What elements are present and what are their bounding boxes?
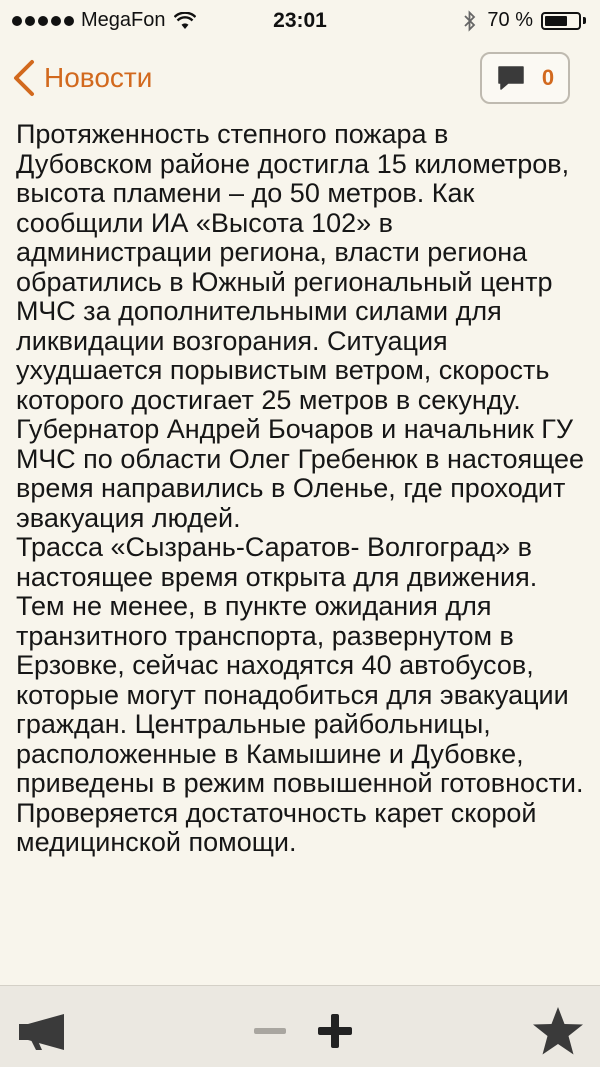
battery-fill — [545, 16, 567, 26]
comment-bubble-icon — [496, 64, 526, 92]
status-time: 23:01 — [273, 9, 327, 32]
article-paragraph: Протяженность степного пожара в Дубовском районе достигла 15 километров, высота пламени – до 50 метров. Как сообщили ИА «Высота 102» в администрации региона, власти региона обратились в Южный региональный центр МЧС за дополнительными силами для ликвидации возгорания. Ситуация ухудшается порывистым ветром, скорость которого достигает 25 метров в секунду. Губернатор Андрей Бочаров и начальник ГУ МЧС по области Олег Гребенюк в настоящее время направились в Оленье, где проходит эвакуация людей. — [16, 120, 585, 533]
status-bar — [0, 0, 600, 40]
chevron-left-icon — [10, 58, 38, 98]
nav-bar — [0, 40, 600, 120]
plus-icon[interactable] — [318, 1014, 352, 1048]
article-body — [16, 120, 592, 980]
bluetooth-icon — [463, 10, 477, 32]
battery-icon — [541, 12, 581, 30]
star-icon[interactable] — [532, 1006, 584, 1056]
status-right — [463, 9, 586, 32]
carrier-name: MegaFon — [81, 9, 166, 31]
bottom-toolbar — [0, 985, 600, 1067]
minus-icon[interactable] — [254, 1026, 286, 1036]
battery-percent: 70 % — [487, 9, 533, 31]
megaphone-icon[interactable] — [18, 1012, 68, 1052]
battery-cap — [583, 17, 586, 24]
back-label: Новости — [44, 62, 153, 93]
back-button[interactable] — [10, 56, 152, 100]
comments-button[interactable] — [480, 52, 570, 104]
comment-count: 0 — [541, 65, 555, 90]
article-paragraph: Трасса «Сызрань-Саратов- Волгоград» в настоящее время открыта для движения. Тем не менее, в пункте ожидания для транзитного транспорта, развернутом в Ерзовке, сейчас находятся 40 автобусов, которые могут понадобиться для эвакуации граждан. Центральные райбольницы, расположенные в Камышине и Дубовке, приведены в режим повышенной готовности. Проверяется достаточность карет скорой медицинской помощи. — [16, 532, 584, 857]
